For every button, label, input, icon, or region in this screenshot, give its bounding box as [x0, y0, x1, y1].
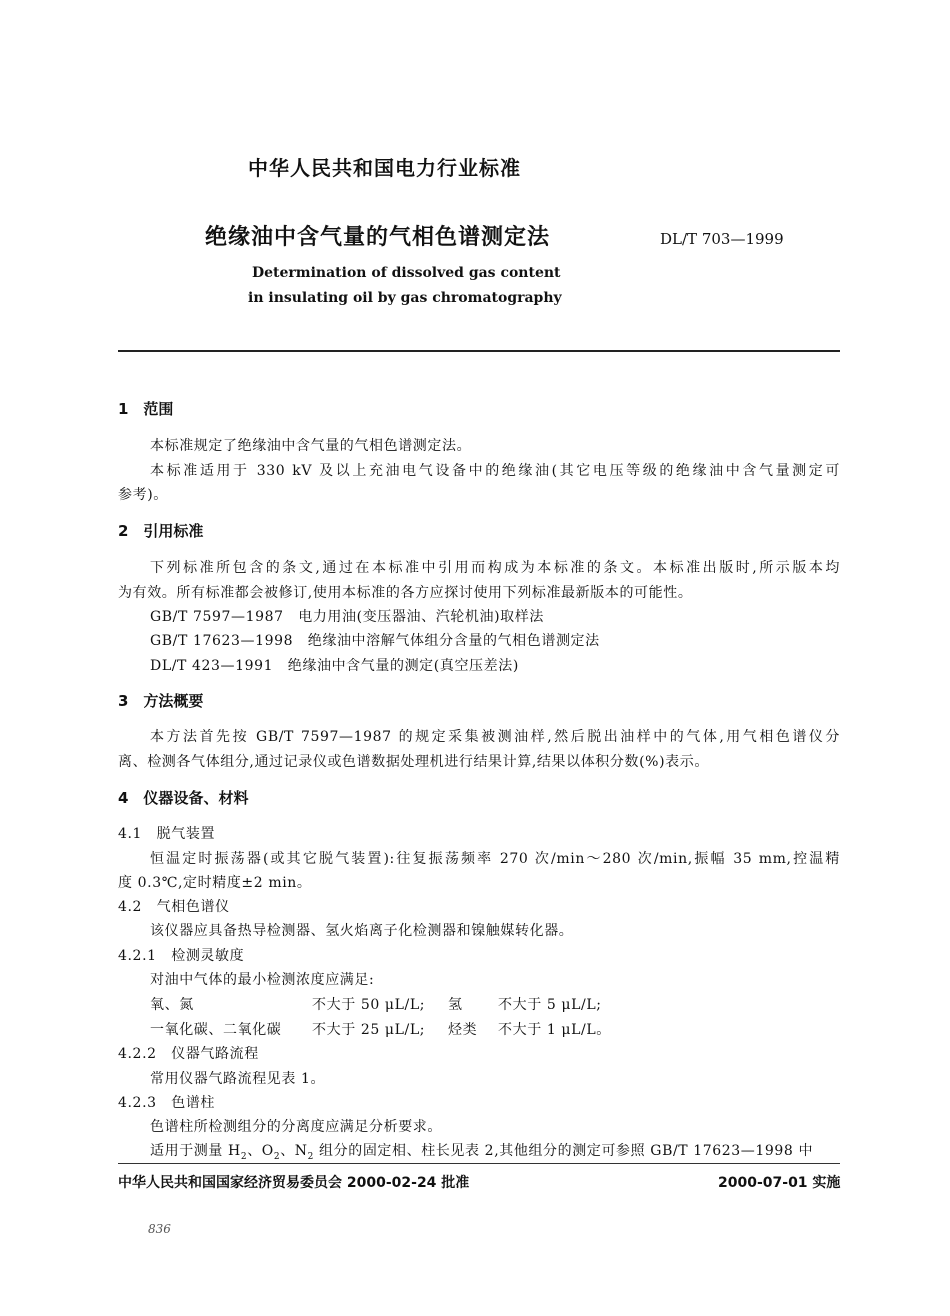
gas-name: 一氧化碳、二氧化碳: [150, 1022, 282, 1038]
reference-item: GB/T 17623—1998 绝缘油中溶解气体组分含量的气相色谱测定法: [150, 633, 600, 649]
section-1-paragraph-2a: 本标准适用于 330 kV 及以上充油电气设备中的绝缘油(其它电压等级的绝缘油中含气量测定可: [150, 463, 840, 479]
section-4-2-1-heading: 4.2.1 检测灵敏度: [118, 948, 245, 964]
section-4-1-heading: 4.1 脱气装置: [118, 826, 216, 842]
section-4-2-2-heading: 4.2.2 仪器气路流程: [118, 1046, 259, 1062]
section-3-heading: 3 方法概要: [118, 692, 204, 710]
section-4-2-heading: 4.2 气相色谱仪: [118, 899, 230, 915]
section-3-paragraph-1b: 离、检测各气体组分,通过记录仪或色谱数据处理机进行结果计算,结果以体积分数(%)表示。: [118, 754, 709, 770]
section-1-paragraph-1: 本标准规定了绝缘油中含气量的气相色谱测定法。: [150, 438, 472, 454]
section-2-heading: 2 引用标准: [118, 522, 204, 540]
standard-code: DL/T 703—1999: [660, 230, 784, 248]
gas-name: 烃类: [448, 1022, 478, 1038]
section-4-2-paragraph: 该仪器应具备热导检测器、氢火焰离子化检测器和镍触媒转化器。: [150, 923, 574, 939]
effective-date: 2000-07-01 实施: [718, 1175, 841, 1191]
gas-limit: 不大于 5 μL/L;: [498, 997, 602, 1013]
section-1-paragraph-2b: 参考)。: [118, 487, 168, 503]
gas-name: 氧、氮: [150, 997, 194, 1013]
footer-divider: [118, 1163, 840, 1164]
section-2-paragraph-1b: 为有效。所有标准都会被修订,使用本标准的各方应探讨使用下列标准最新版本的可能性。: [118, 585, 693, 601]
section-1-heading: 1 范围: [118, 400, 174, 418]
section-4-heading: 4 仪器设备、材料: [118, 789, 249, 807]
section-4-2-3-paragraph-1: 色谱柱所检测组分的分离度应满足分析要求。: [150, 1119, 442, 1135]
section-4-2-3-heading: 4.2.3 色谱柱: [118, 1095, 216, 1111]
gas-limit: 不大于 1 μL/L。: [498, 1022, 611, 1038]
approval-issuer: 中华人民共和国国家经济贸易委员会 2000-02-24 批准: [118, 1175, 470, 1191]
section-3-paragraph-1a: 本方法首先按 GB/T 7597—1987 的规定采集被测油样,然后脱出油样中的气体,用气相色谱仪分: [150, 729, 840, 745]
gas-limit: 不大于 25 μL/L;: [312, 1022, 426, 1038]
document-title-en-line2: in insulating oil by gas chromatography: [248, 290, 562, 306]
page-number: 836: [148, 1222, 171, 1236]
section-4-2-3-paragraph-2: 适用于测量 $H_2$、$O_2$、$N_2$ 组分的固定相、柱长见表 2,其他组分的测定可参照 GB/T 17623—1998 中: [150, 1143, 814, 1162]
section-4-1-paragraph-b: 度 0.3℃,定时精度±2 min。: [118, 875, 312, 891]
gas-name: 氢: [448, 997, 463, 1013]
section-4-2-2-paragraph: 常用仪器气路流程见表 1。: [150, 1071, 326, 1087]
document-title-en-line1: Determination of dissolved gas content: [252, 265, 561, 281]
document-title-cn: 绝缘油中含气量的气相色谱测定法: [205, 225, 551, 250]
section-4-1-paragraph-a: 恒温定时振荡器(或其它脱气装置):往复振荡频率 270 次/min～280 次/min,振幅 35 mm,控温精: [150, 851, 840, 867]
section-2-paragraph-1a: 下列标准所包含的条文,通过在本标准中引用而构成为本标准的条文。本标准出版时,所示版本均: [150, 560, 840, 576]
section-4-2-1-paragraph: 对油中气体的最小检测浓度应满足:: [150, 972, 375, 988]
reference-item: DL/T 423—1991 绝缘油中含气量的测定(真空压差法): [150, 658, 519, 674]
gas-limit: 不大于 50 μL/L;: [312, 997, 426, 1013]
header-divider: [118, 350, 840, 352]
industry-standard-heading: 中华人民共和国电力行业标准: [248, 156, 521, 180]
reference-item: GB/T 7597—1987 电力用油(变压器油、汽轮机油)取样法: [150, 609, 544, 625]
